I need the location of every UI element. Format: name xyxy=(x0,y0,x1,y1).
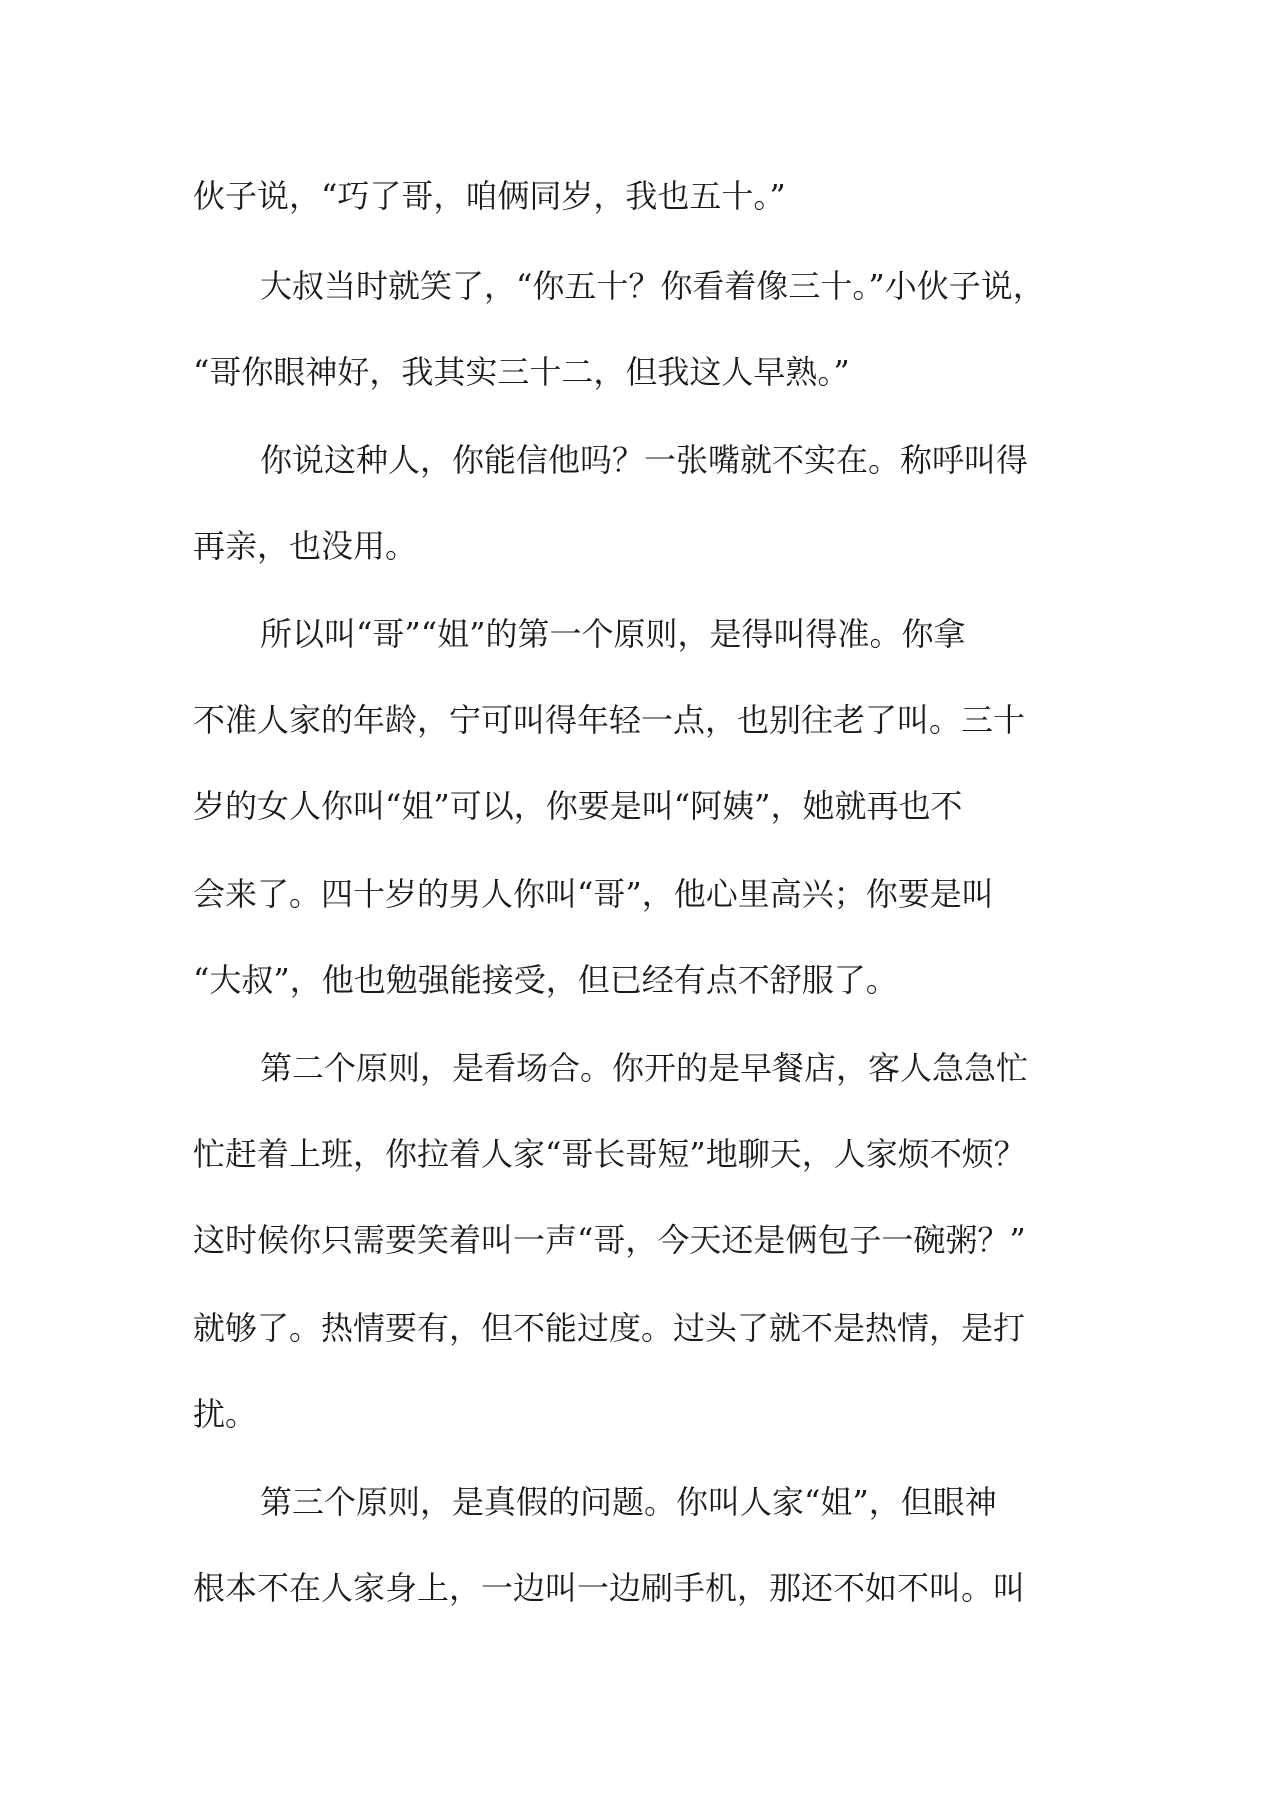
text-line: 再亲，也没用。 xyxy=(193,527,418,565)
text-line: 不准人家的年龄，宁可叫得年轻一点，也别往老了叫。三十 xyxy=(193,701,1026,739)
text-line: 你说这种人，你能信他吗？一张嘴就不实在。称呼叫得 xyxy=(260,441,1029,479)
text-line: 岁的女人你叫“姐”可以，你要是叫“阿姨”，她就再也不 xyxy=(193,787,963,825)
text-line: 第三个原则，是真假的问题。你叫人家“姐”，但眼神 xyxy=(260,1483,997,1521)
text-line: 忙赶着上班，你拉着人家“哥长哥短”地聊天，人家烦不烦？ xyxy=(193,1135,1026,1173)
text-line: 会来了。四十岁的男人你叫“哥”，他心里高兴；你要是叫 xyxy=(193,875,994,913)
text-line: “大叔”，他也勉强能接受，但已经有点不舒服了。 xyxy=(193,961,898,999)
text-line: 就够了。热情要有，但不能过度。过头了就不是热情，是打 xyxy=(193,1309,1026,1347)
text-line: 大叔当时就笑了，“你五十？你看着像三十。”小伙子说， xyxy=(260,267,1045,305)
text-line: 伙子说，“巧了哥，咱俩同岁，我也五十。” xyxy=(193,177,786,215)
text-line: 第二个原则，是看场合。你开的是早餐店，客人急急忙 xyxy=(260,1049,1029,1087)
text-line: 所以叫“哥”“姐”的第一个原则，是得叫得准。你拿 xyxy=(260,615,966,653)
text-line: 根本不在人家身上，一边叫一边刷手机，那还不如不叫。叫 xyxy=(193,1569,1026,1607)
text-line: “哥你眼神好，我其实三十二，但我这人早熟。” xyxy=(193,353,850,391)
text-line: 扰。 xyxy=(193,1395,258,1433)
text-line: 这时候你只需要笑着叫一声“哥，今天还是俩包子一碗粥？” xyxy=(193,1221,1026,1259)
